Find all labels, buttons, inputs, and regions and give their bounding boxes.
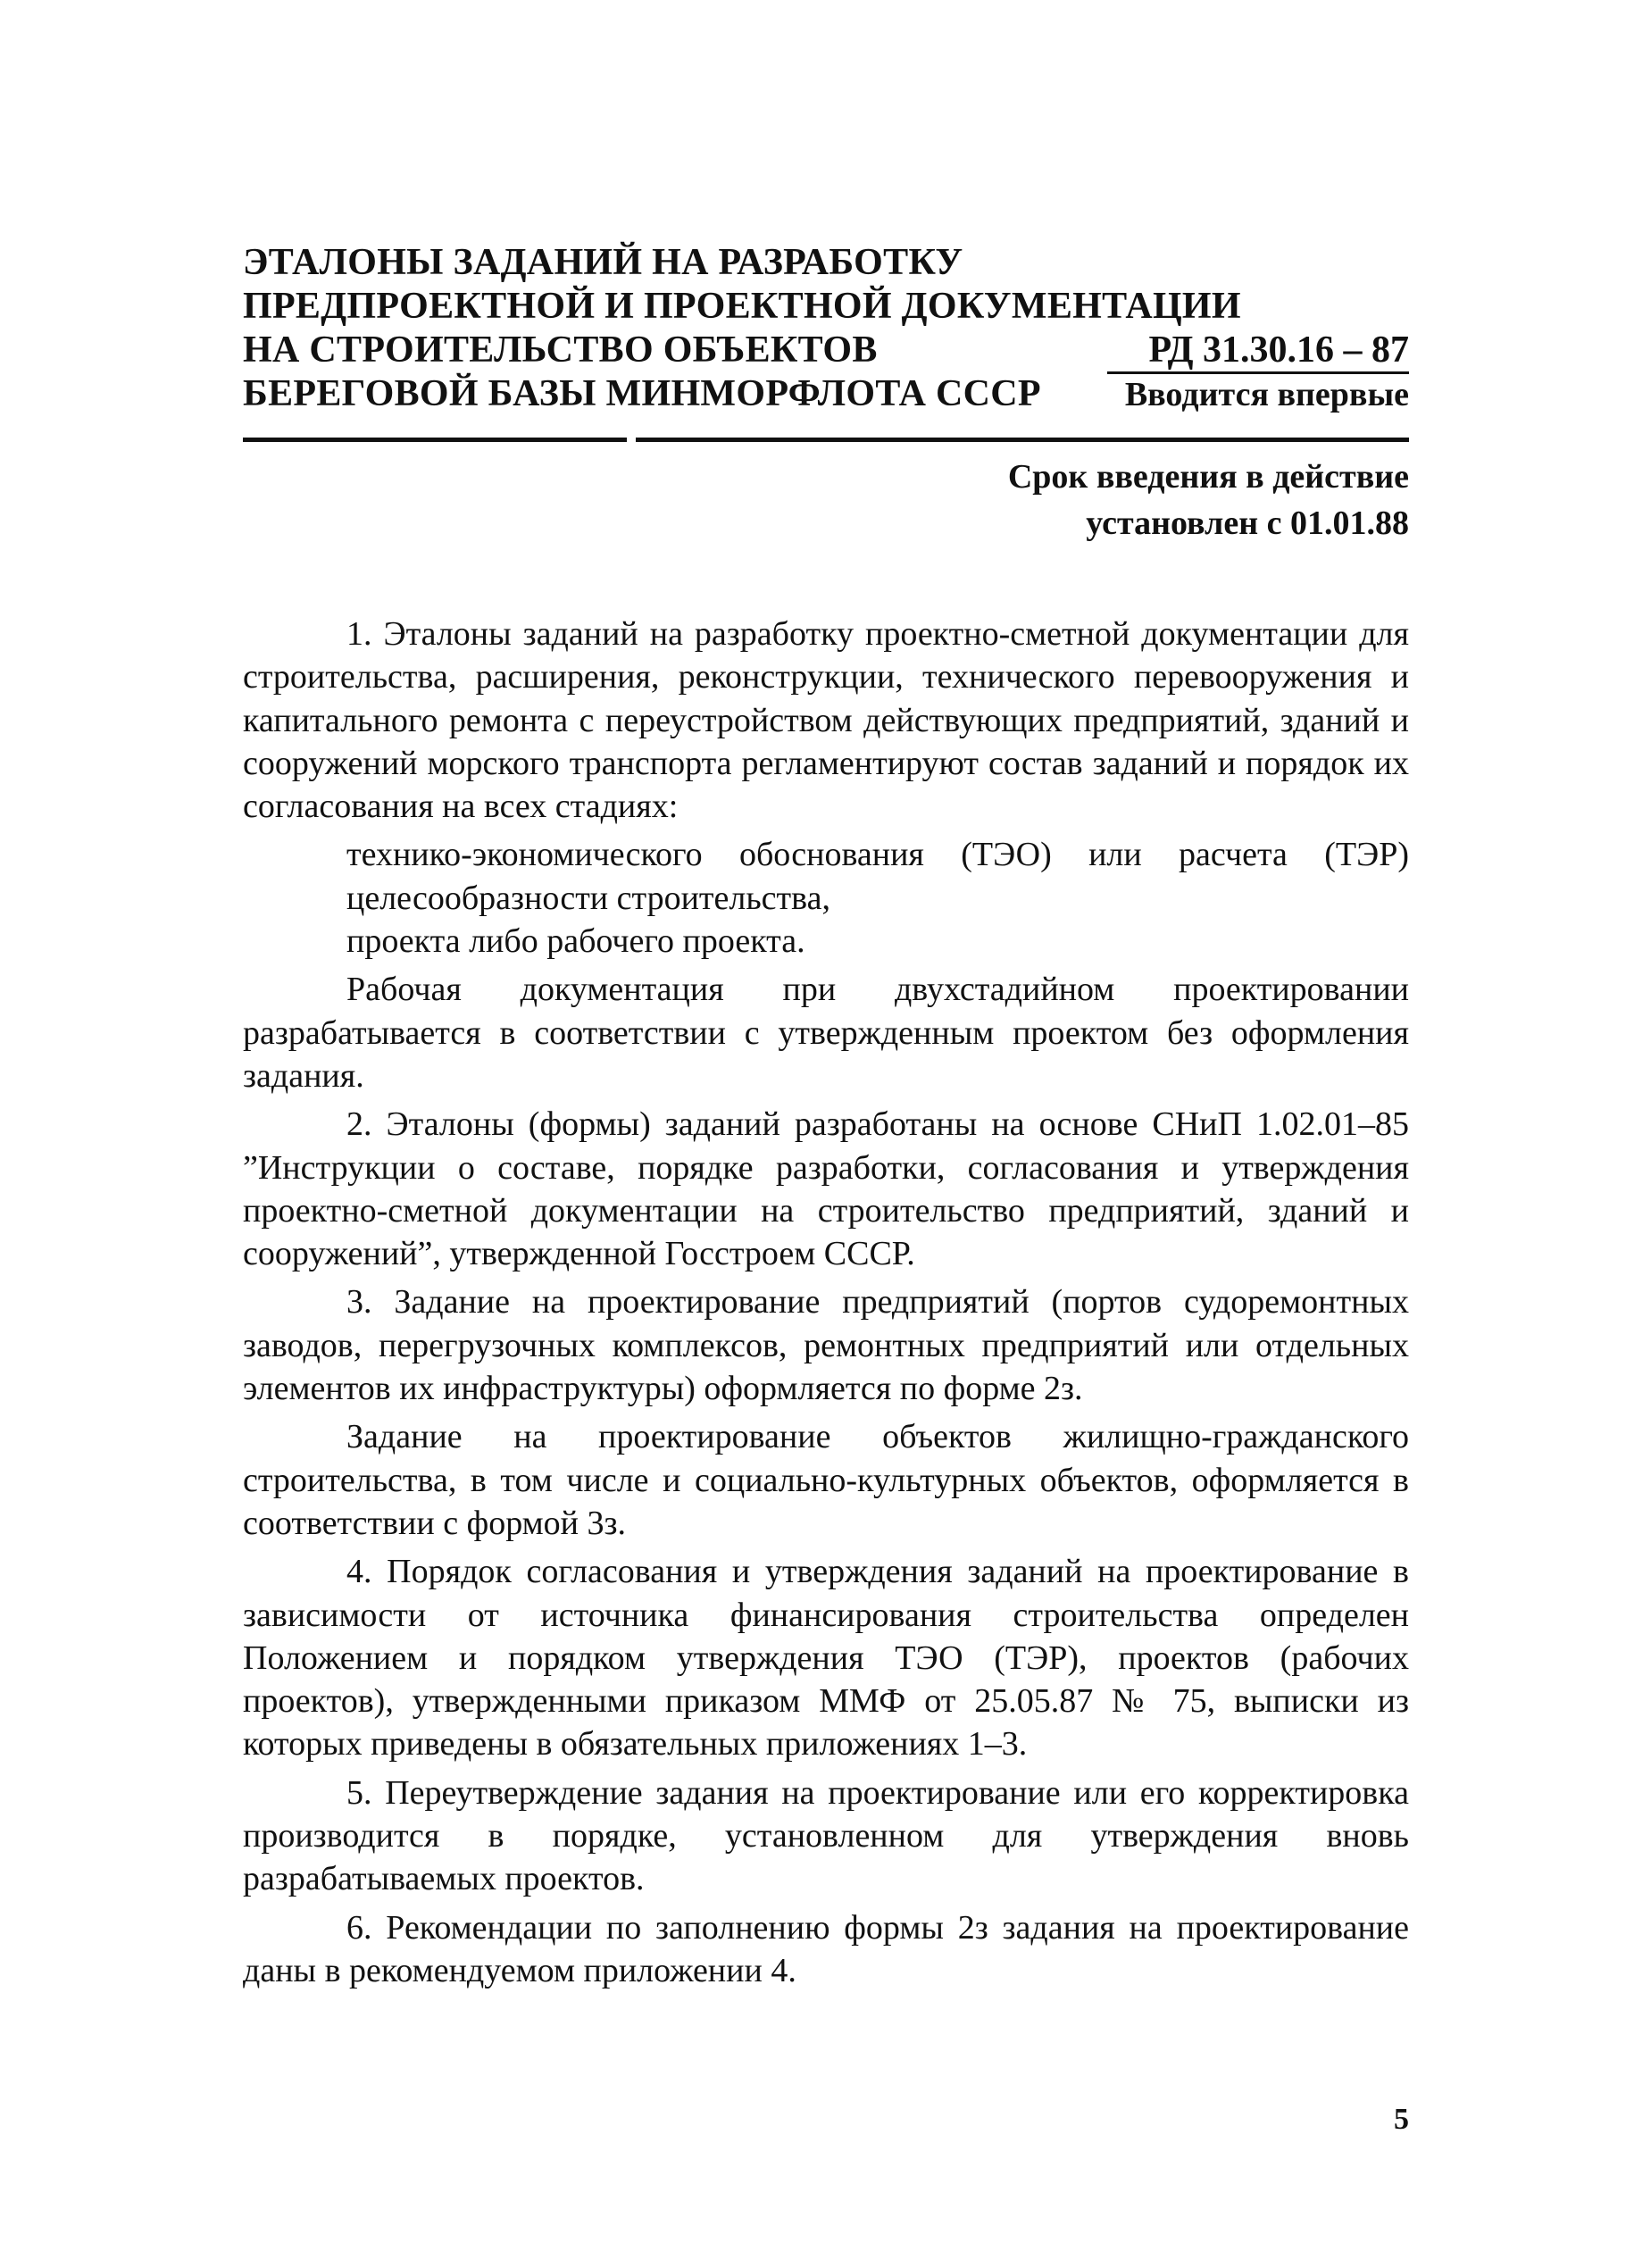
- title-line-2: ПРЕДПРОЕКТНОЙ И ПРОЕКТНОЙ ДОКУМЕНТАЦИИ: [243, 286, 1241, 327]
- header-divider-left: [243, 438, 627, 442]
- header-divider-right: [636, 438, 1409, 442]
- page-number: 5: [1394, 2103, 1409, 2136]
- paragraph-5: 5. Переутверждение задания на проектирование или его корректировка производится в порядке, установленном для утверждения вновь разрабатываемых проектов.: [243, 1773, 1409, 1898]
- paragraph-1: 1. Эталоны заданий на разработку проектно-сметной документации для строительства, расширения, реконструкции, технического перевооружения и капитального ремонта с переустройством действующих предприятий, зданий и сооружений морского транспорта регламентируют состав заданий и порядок их согласования на всех стадиях:: [243, 615, 1409, 826]
- title-line-4: БЕРЕГОВОЙ БАЗЫ МИНМОРФЛОТА СССР: [243, 373, 1041, 414]
- title-line-1: ЭТАЛОНЫ ЗАДАНИЙ НА РАЗРАБОТКУ: [243, 242, 963, 283]
- document-code: РД 31.30.16 – 87: [1148, 329, 1409, 371]
- effective-date-line-1: Срок введения в действие: [1007, 458, 1409, 496]
- document-status: Вводится впервые: [1124, 376, 1409, 413]
- paragraph-3: 3. Задание на проектирование предприятий (портов судоремонтных заводов, перегрузочных комплексов, ремонтных предприятий или отдельных элементов их инфраструктуры) оформляется по форме 2з.: [243, 1283, 1409, 1408]
- paragraph-2: 2. Эталоны (формы) заданий разработаны на основе СНиП 1.02.01–85 ”Инструкции о составе, порядке разработки, согласования и утверждения проектно-сметной документации на строительство предприятий, зданий и сооружений”, утвержденной Госстроем СССР.: [243, 1105, 1409, 1273]
- title-line-3: НА СТРОИТЕЛЬСТВО ОБЪЕКТОВ: [243, 329, 878, 371]
- effective-date-line-2: установлен с 01.01.88: [1086, 504, 1409, 542]
- paragraph-4: 4. Порядок согласования и утверждения заданий на проектирование в зависимости от источника финансирования строительства определен Положением и порядком утверждения ТЭО (ТЭР), проектов (рабочих проектов), утвержденными приказом ММФ от 25.05.87 № 75, выписки из которых приведены в обязательных приложениях 1–3.: [243, 1553, 1409, 1764]
- paragraph-3-housing: Задание на проектирование объектов жилищно-гражданского строительства, в том числе и социально-культурных объектов, оформляется в соответствии с формой 3з.: [243, 1418, 1409, 1542]
- paragraph-1-stage-1: технико-экономического обоснования (ТЭО) или расчета (ТЭР) целесообразности строительства,: [346, 836, 1409, 917]
- effective-date-block: [804, 454, 1409, 546]
- paragraph-1-stage-2: проекта либо рабочего проекта.: [346, 922, 805, 961]
- paragraph-1-working-docs: Рабочая документация при двухстадийном проектировании разрабатывается в соответствии с утвержденным проектом без оформления задания.: [243, 971, 1409, 1095]
- paragraph-6: 6. Рекомендации по заполнению формы 2з задания на проектирование даны в рекомендуемом приложении 4.: [243, 1908, 1409, 1989]
- document-body: [243, 613, 1409, 1997]
